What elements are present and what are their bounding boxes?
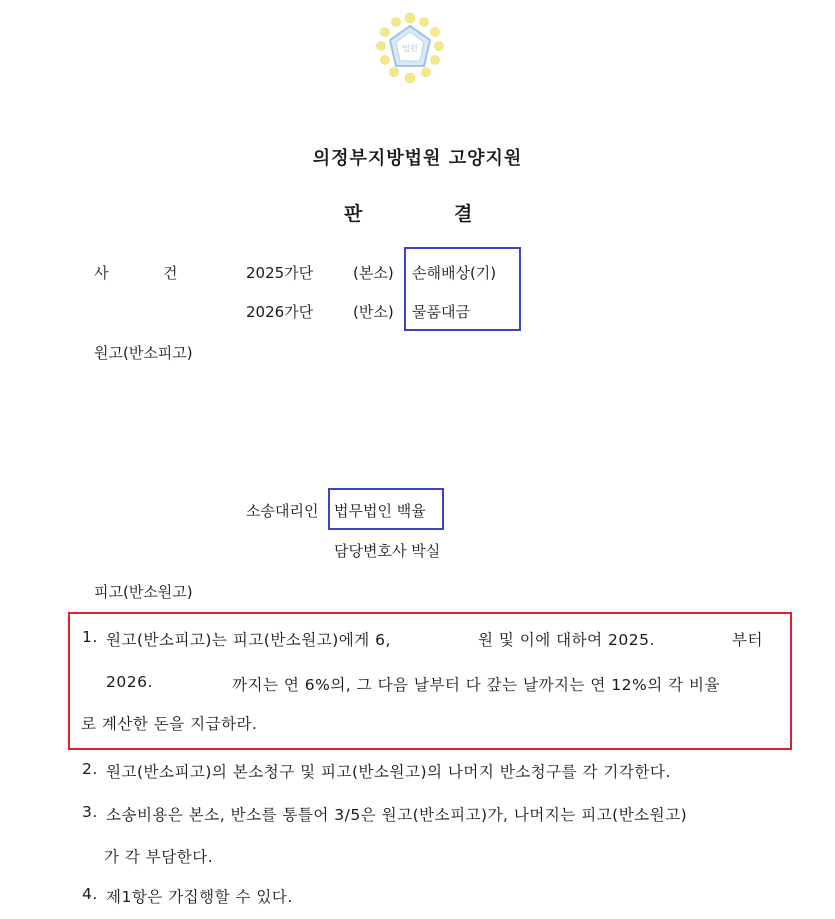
attorney-person: 담당변호사 박실 [334,542,441,560]
case-title: 물품대금 [412,303,470,321]
attorney-firm-highlight-box [328,488,444,530]
case-number: 2025가단 [246,264,314,282]
order-text-line: 부터 [732,631,763,649]
case-title-highlight-box [404,247,521,331]
defendant-label: 피고(반소원고) [94,583,193,601]
doc-type-left: 판 [344,203,363,225]
doc-type-right: 결 [454,203,473,225]
order-text-line: 원고(반소피고)는 피고(반소원고)에게 6, [106,631,391,649]
case-title: 손해배상(기) [412,264,497,282]
case-kind: (반소) [353,303,394,321]
plaintiff-label: 원고(반소피고) [94,344,193,362]
attorney-firm: 법무법인 백율 [334,502,426,520]
order-number: 3. [82,803,98,821]
attorney-label: 소송대리인 [246,502,319,520]
order-number: 1. [82,628,98,646]
court-name: 의정부지방법원 고양지원 [312,148,523,169]
order-number: 2. [82,760,98,778]
order-text-line: 제1항은 가집행할 수 있다. [106,888,293,906]
case-label-right: 건 [163,264,178,282]
order-text-line: 가 각 부담한다. [104,848,214,866]
order-text-line: 2026. [106,673,153,691]
order-text-line: 원고(반소피고)의 본소청구 및 피고(반소원고)의 나머지 반소청구를 각 기각한다. [106,763,671,781]
court-emblem-icon [372,10,448,86]
order-text-line: 로 계산한 돈을 지급하라. [81,715,258,733]
case-number: 2026가단 [246,303,314,321]
order-number: 4. [82,885,98,903]
svg-text:법원: 법원 [402,44,418,53]
case-label-left: 사 [94,264,109,282]
order-text-line: 소송비용은 본소, 반소를 통틀어 3/5은 원고(반소피고)가, 나머지는 피고(반소원고) [106,806,688,824]
case-kind: (본소) [353,264,394,282]
order-text-line: 원 및 이에 대하여 2025. [478,631,655,649]
order-text-line: 까지는 연 6%의, 그 다음 날부터 다 갚는 날까지는 연 12%의 각 비율 [232,676,720,694]
